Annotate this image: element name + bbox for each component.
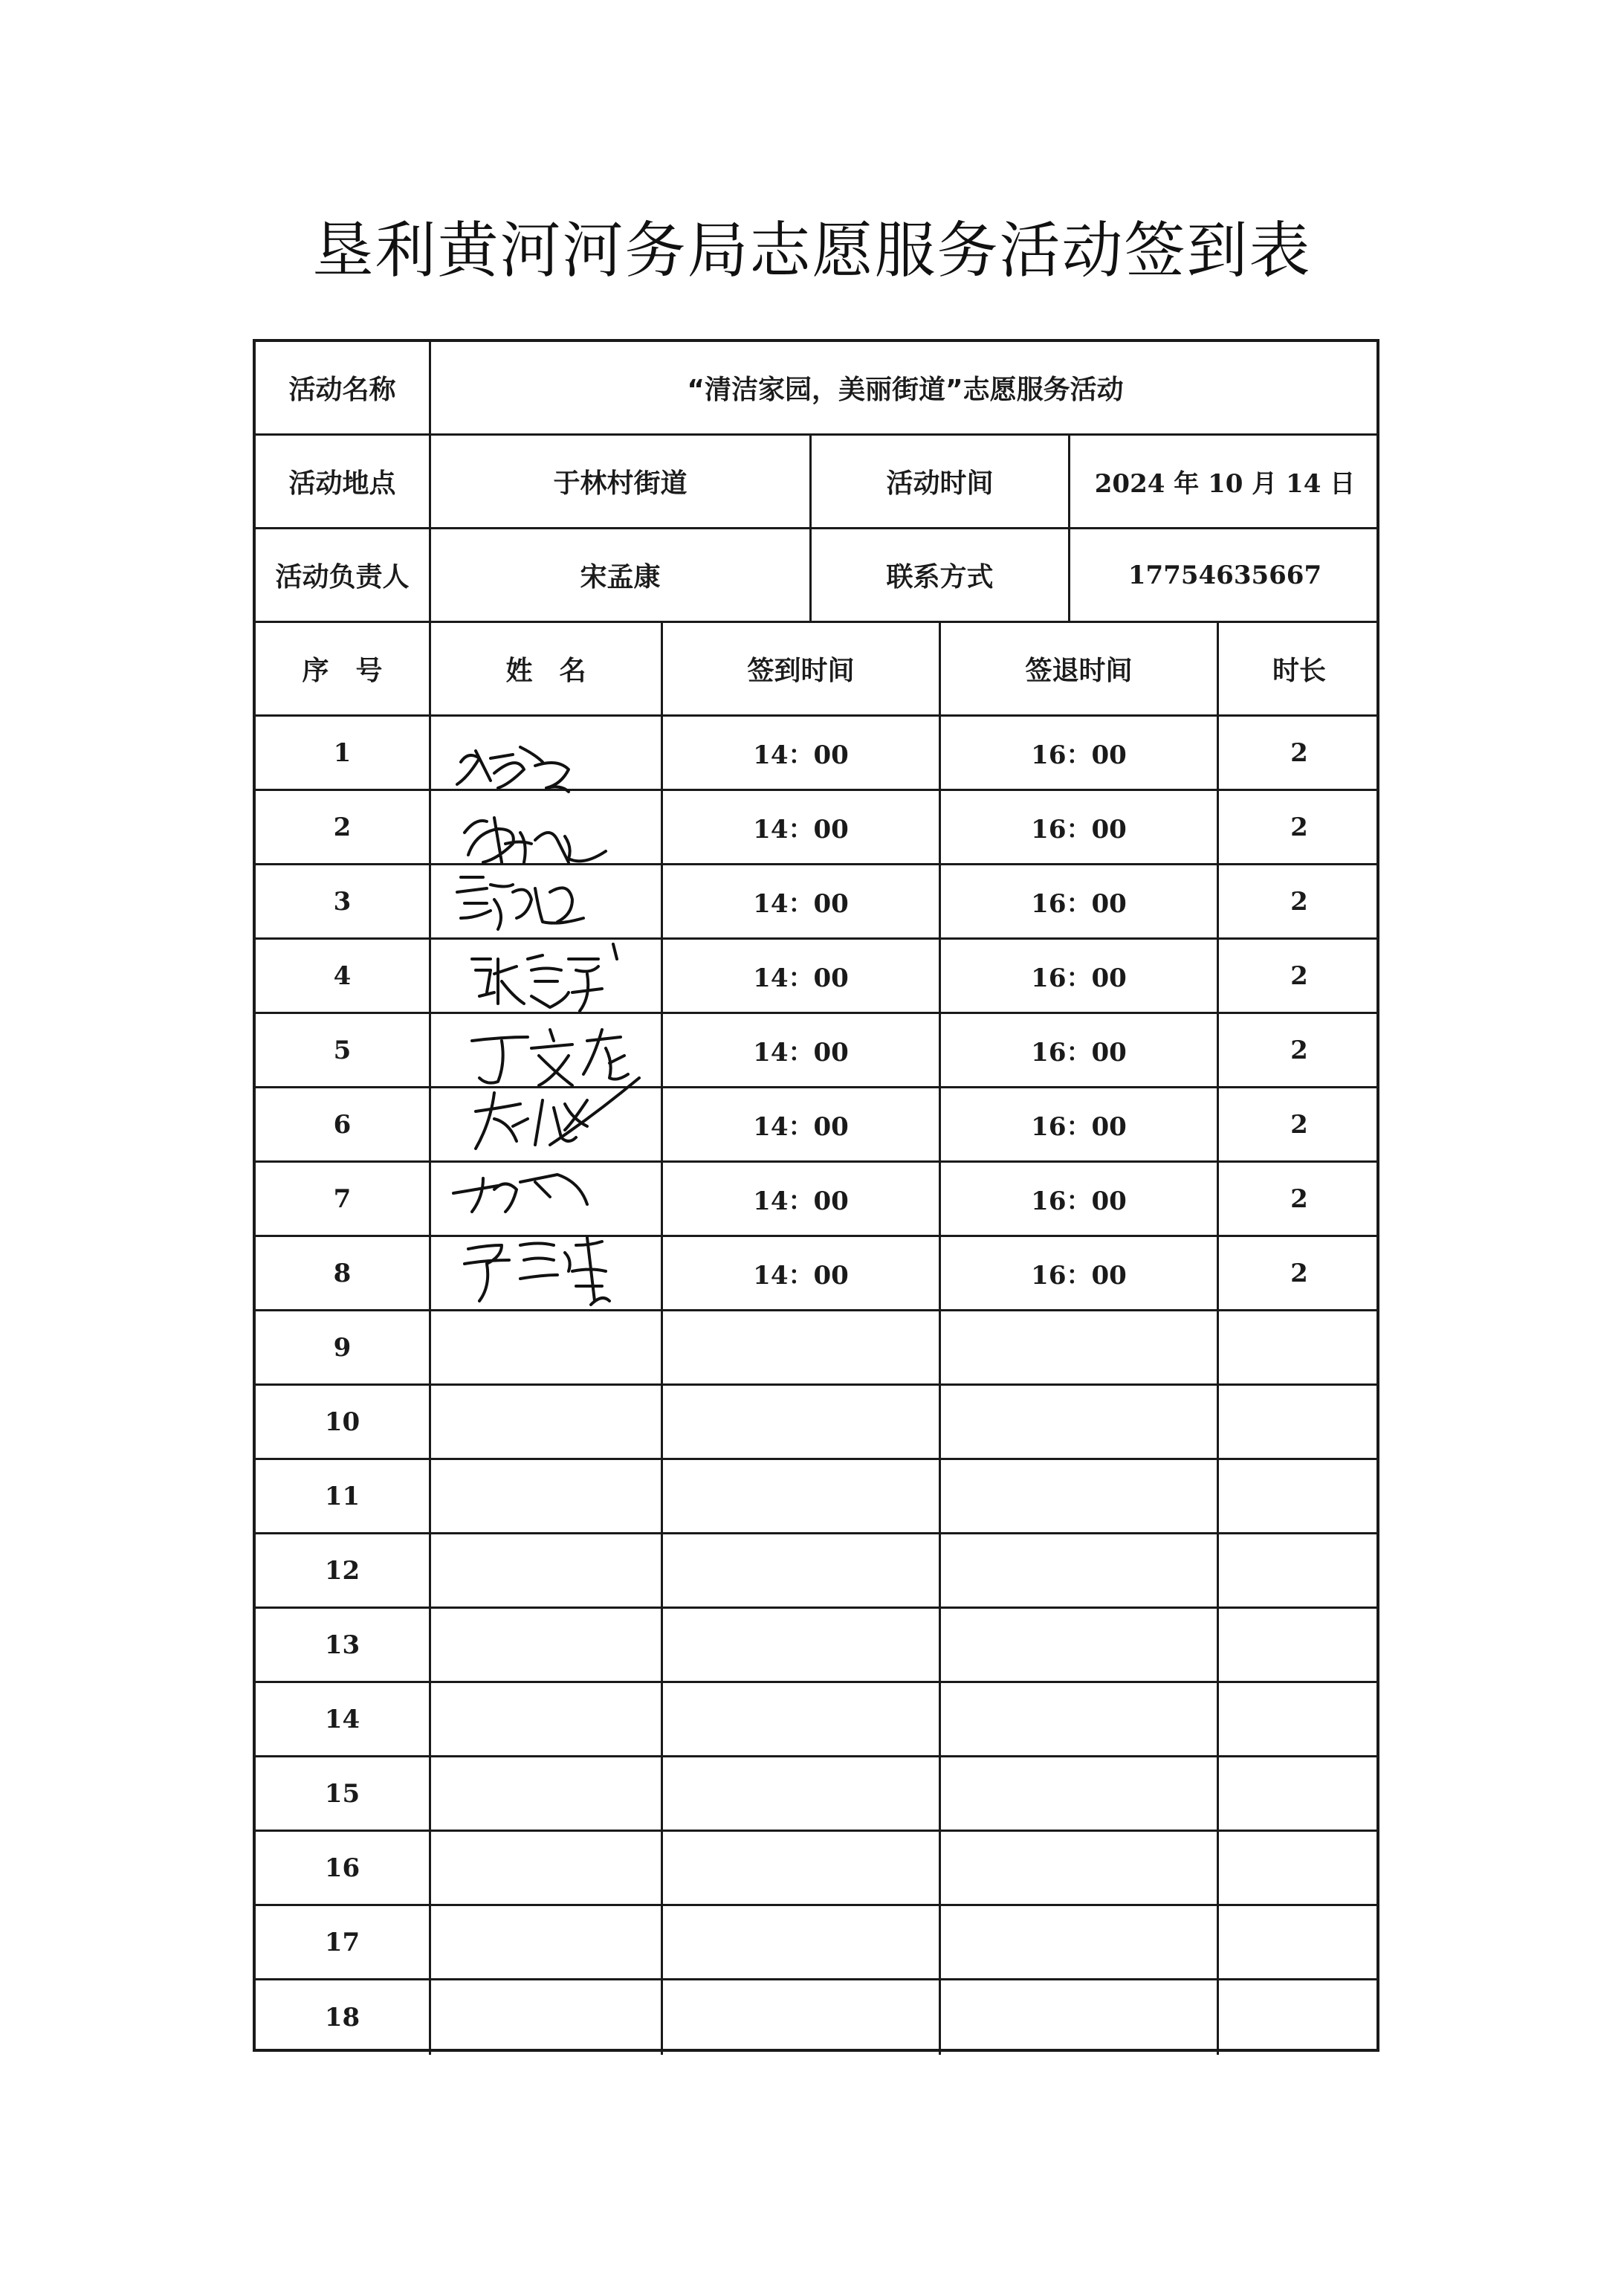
column-header-sign-out: 签退时间 (941, 623, 1219, 717)
column-header-seq: 序 号 (256, 623, 431, 717)
row-sign-out: 16：00 (941, 1237, 1219, 1311)
signature-row-4 (472, 944, 617, 1011)
row-seq: 17 (256, 1906, 431, 1980)
row-duration: 2 (1219, 1014, 1379, 1088)
column-header-sign-in: 签到时间 (663, 623, 941, 717)
row-seq: 3 (256, 865, 431, 940)
row-sign-in: 14：00 (663, 1163, 941, 1237)
activity-name-value: “清洁家园，美丽街道”志愿服务活动 (431, 342, 1379, 436)
time-label: 活动时间 (812, 436, 1070, 529)
signature-row-7 (453, 1175, 587, 1212)
row-seq: 16 (256, 1832, 431, 1906)
row-duration: 2 (1219, 1163, 1379, 1237)
signature-row-1 (457, 747, 569, 792)
contact-label: 联系方式 (812, 529, 1070, 623)
location-label: 活动地点 (256, 436, 431, 529)
signature-row-6 (476, 1078, 639, 1149)
row-seq: 5 (256, 1014, 431, 1088)
row-sign-out: 16：00 (941, 1014, 1219, 1088)
row-seq: 8 (256, 1237, 431, 1311)
leader-label: 活动负责人 (256, 529, 431, 623)
time-value: 2024 年 10 月 14 日 (1070, 436, 1379, 529)
row-duration: 2 (1219, 865, 1379, 940)
column-header-name: 姓 名 (431, 623, 663, 717)
signature-row-5 (472, 1030, 628, 1085)
contact-value: 17754635667 (1070, 529, 1379, 623)
page-title: 垦利黄河河务局志愿服务活动签到表 (312, 216, 1312, 286)
row-duration: 2 (1219, 1088, 1379, 1163)
row-seq: 1 (256, 717, 431, 791)
row-seq: 14 (256, 1683, 431, 1757)
row-seq: 2 (256, 791, 431, 865)
row-sign-out: 16：00 (941, 717, 1219, 791)
row-sign-in: 14：00 (663, 791, 941, 865)
row-sign-in: 14：00 (663, 1088, 941, 1163)
row-sign-in: 14：00 (663, 865, 941, 940)
row-seq: 15 (256, 1757, 431, 1832)
row-sign-out: 16：00 (941, 1088, 1219, 1163)
row-duration: 2 (1219, 717, 1379, 791)
row-seq: 13 (256, 1609, 431, 1683)
row-seq: 10 (256, 1386, 431, 1460)
row-seq: 18 (256, 1980, 431, 2055)
row-sign-out: 16：00 (941, 940, 1219, 1014)
location-value: 于林村街道 (431, 436, 812, 529)
leader-value: 宋孟康 (431, 529, 812, 623)
row-sign-in: 14：00 (663, 717, 941, 791)
row-duration: 2 (1219, 791, 1379, 865)
row-sign-in: 14：00 (663, 1237, 941, 1311)
activity-name-label: 活动名称 (256, 342, 431, 436)
row-seq: 11 (256, 1460, 431, 1534)
row-duration: 2 (1219, 1237, 1379, 1311)
row-sign-in: 14：00 (663, 940, 941, 1014)
row-sign-out: 16：00 (941, 865, 1219, 940)
row-sign-out: 16：00 (941, 1163, 1219, 1237)
signature-row-8 (465, 1238, 609, 1305)
row-seq: 12 (256, 1534, 431, 1609)
row-seq: 7 (256, 1163, 431, 1237)
signature-row-2 (465, 818, 606, 862)
column-header-duration: 时长 (1219, 623, 1379, 717)
row-seq: 9 (256, 1311, 431, 1386)
row-seq: 6 (256, 1088, 431, 1163)
signature-row-3 (457, 877, 583, 929)
row-sign-out: 16：00 (941, 791, 1219, 865)
row-seq: 4 (256, 940, 431, 1014)
row-sign-in: 14：00 (663, 1014, 941, 1088)
row-duration: 2 (1219, 940, 1379, 1014)
